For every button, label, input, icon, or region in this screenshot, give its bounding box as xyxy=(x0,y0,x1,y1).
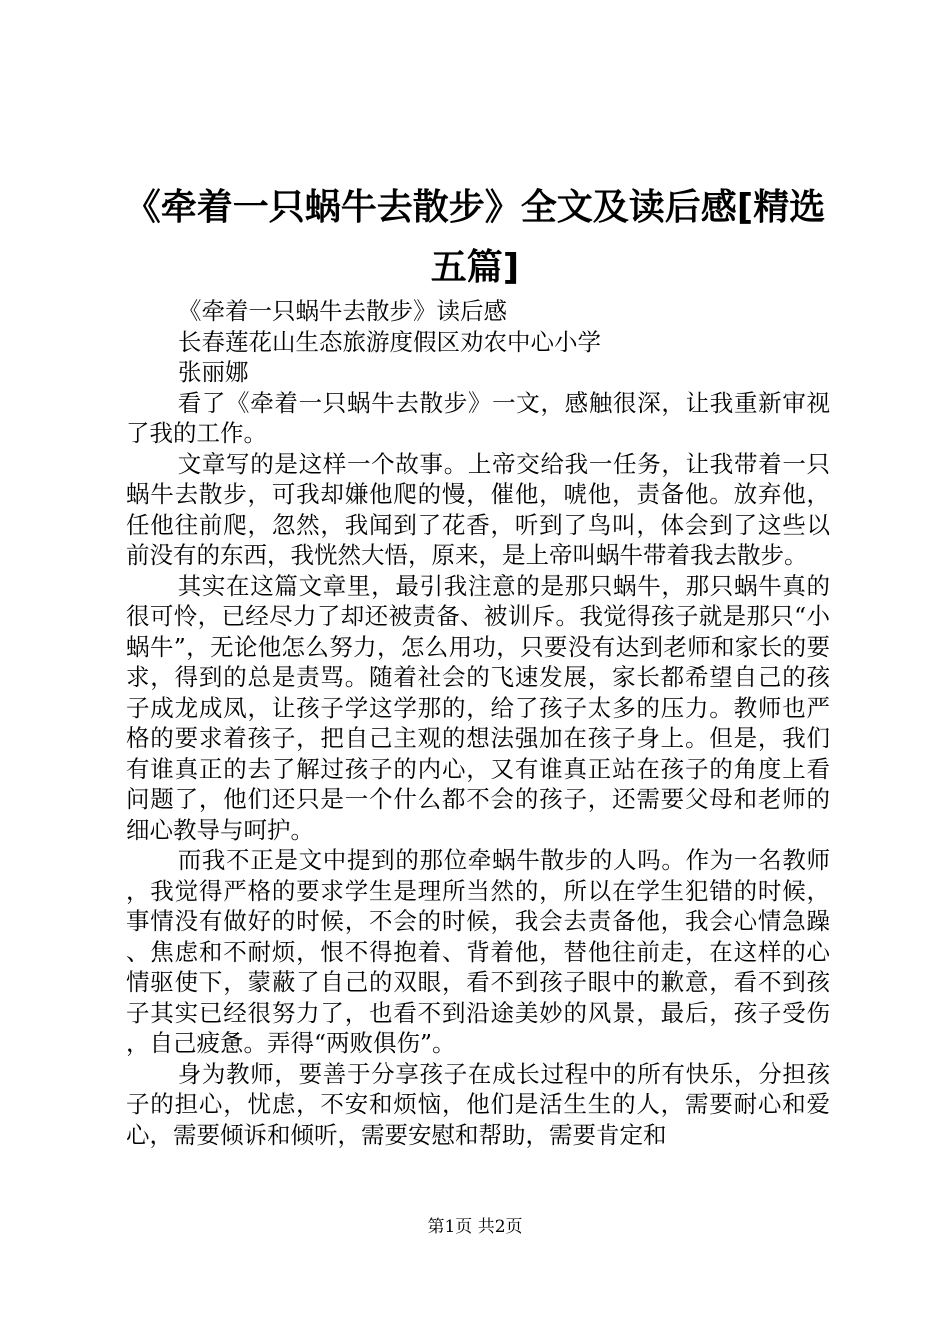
paragraph: 而我不正是文中提到的那位牵蜗牛散步的人吗。作为一名教师，我觉得严格的要求学生是理所当然的，所以在学生犯错的时候，事情没有做好的时候，不会的时候，我会去责备他，我会心情急躁、焦虑和不耐烦，恨不得抱着、背着他，替他往前走，在这样的心情驱使下，蒙蔽了自己的双眼，看不到孩子眼中的歉意，看不到孩子其实已经很努力了，也看不到沿途美妙的风景，最后，孩子受伤，自己疲惫。弄得“两败俱伤”。 xyxy=(126,846,830,1057)
document-title: 《牵着一只蜗牛去散步》全文及读后感[精选五篇] xyxy=(124,187,826,288)
page-number: 第1页 共2页 xyxy=(427,1217,523,1237)
document-body xyxy=(126,296,830,1150)
author-name: 张丽娜 xyxy=(178,358,249,386)
paragraph: 身为教师，要善于分享孩子在成长过程中的所有快乐，分担孩子的担心，忧虑，不安和烦恼，他们是活生生的人，需要耐心和爱心，需要倾诉和倾听，需要安慰和帮助，需要肯定和 xyxy=(126,1059,830,1149)
essay-subtitle: 《牵着一只蜗牛去散步》读后感 xyxy=(178,297,507,325)
author-school: 长春莲花山生态旅游度假区劝农中心小学 xyxy=(178,327,601,356)
paragraph: 看了《牵着一只蜗牛去散步》一文，感触很深，让我重新审视了我的工作。 xyxy=(126,388,830,447)
paragraph: 其实在这篇文章里，最引我注意的是那只蜗牛，那只蜗牛真的很可怜，已经尽力了却还被责备、被训斥。我觉得孩子就是那只“小蜗牛”，无论他怎么努力，怎么用功，只要没有达到老师和家长的要求，得到的总是责骂。随着社会的飞速发展，家长都希望自己的孩子成龙成凤，让孩子学这学那的，给了孩子太多的压力。教师也严格的要求着孩子，把自己主观的想法强加在孩子身上。但是，我们有谁真正的去了解过孩子的内心，又有谁真正站在孩子的角度上看问题了，他们还只是一个什么都不会的孩子，还需要父母和老师的细心教导与呵护。 xyxy=(126,571,830,844)
paragraph: 文章写的是这样一个故事。上帝交给我一任务，让我带着一只蜗牛去散步，可我却嫌他爬的慢，催他，唬他，责备他。放弃他，任他往前爬，忽然，我闻到了花香，听到了鸟叫，体会到了这些以前没有的东西，我恍然大悟，原来，是上帝叫蜗牛带着我去散步。 xyxy=(126,449,830,569)
